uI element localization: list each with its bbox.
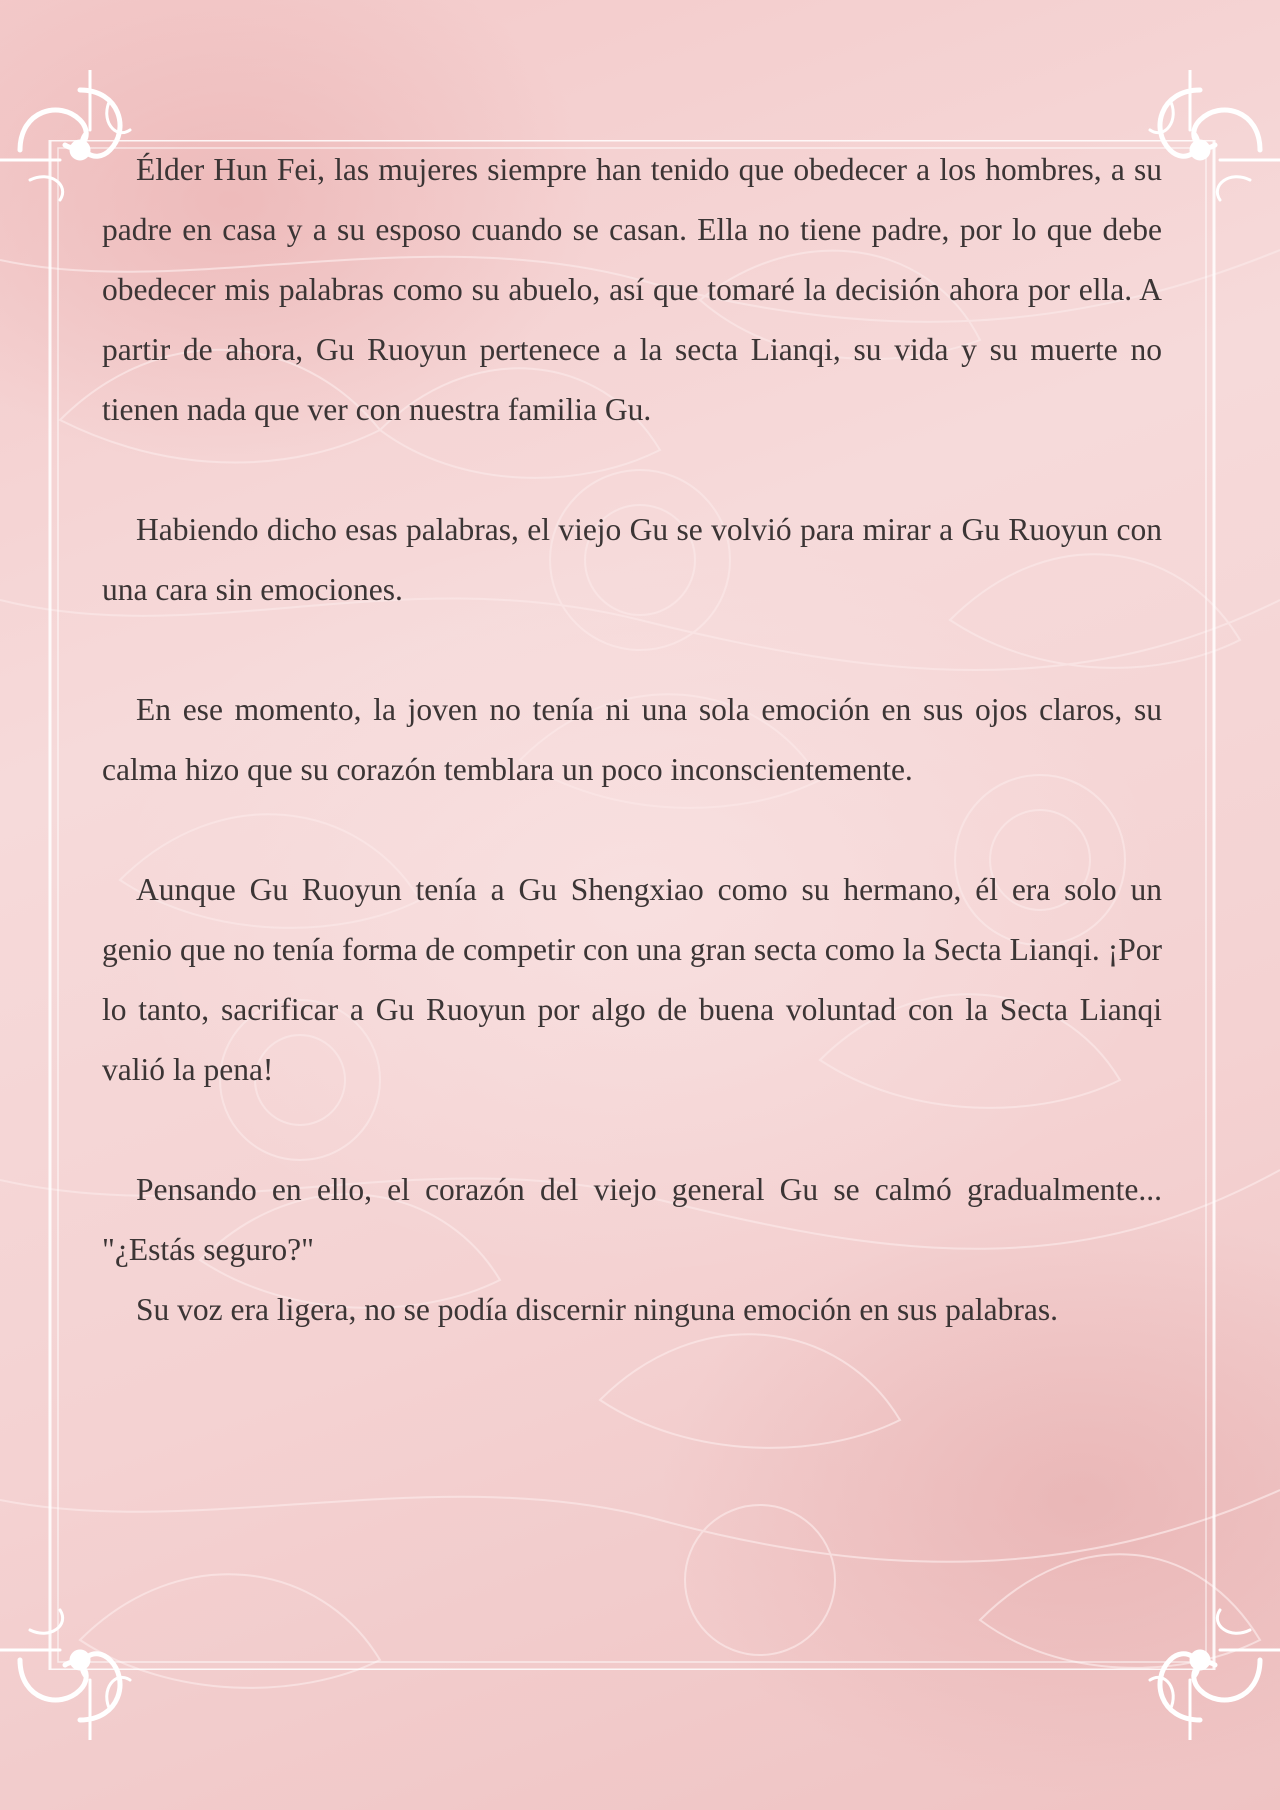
corner-ornament-icon — [0, 1580, 160, 1740]
paragraph: Élder Hun Fei, las mujeres siempre han tenido que obedecer a los hombres, a su padre en casa y a su esposo cuando se casan. Ella no tiene padre, por lo que debe obedecer mis palabras como su abuelo, así que tomaré la decisión ahora por ella. A partir de ahora, Gu Ruoyun pertenece a la secta Lianqi, su vida y su muerte no tienen nada que ver con nuestra familia Gu. — [102, 152, 1162, 427]
paragraph: En ese momento, la joven no tenía ni una sola emoción en sus ojos claros, su calma hizo que su corazón temblara un poco inconscientemente. — [102, 692, 1162, 787]
paragraph: Su voz era ligera, no se podía discernir ninguna emoción en sus palabras. — [136, 1292, 1058, 1327]
corner-ornament-icon — [1120, 1580, 1280, 1740]
paragraph: Aunque Gu Ruoyun tenía a Gu Shengxiao como su hermano, él era solo un genio que no tenía forma de competir con una gran secta como la Secta Lianqi. ¡Por lo tanto, sacrificar a Gu Ruoyun por algo de buena voluntad con la Secta Lianqi valió la pena! — [102, 872, 1162, 1087]
story-text — [102, 140, 1162, 1340]
paragraph: Pensando en ello, el corazón del viejo general Gu se calmó gradualmente... "¿Estás seguro?" — [102, 1172, 1162, 1267]
paragraph: Habiendo dicho esas palabras, el viejo Gu se volvió para mirar a Gu Ruoyun con una cara sin emociones. — [102, 512, 1162, 607]
